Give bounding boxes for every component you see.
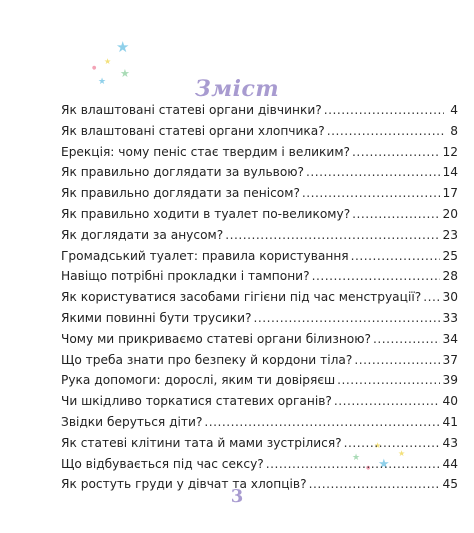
- dot-leader: [334, 391, 441, 412]
- toc-entry-page: 40: [442, 394, 458, 409]
- toc-entry-title: Громадський туалет: правила користування: [61, 248, 349, 263]
- toc-entry-page: 34: [442, 331, 458, 346]
- star-icon: ★: [352, 453, 361, 463]
- page-number: 3: [230, 486, 244, 507]
- toc-entry-title: Що відбувається під час сексу?: [61, 456, 264, 471]
- toc-entry-title: Що треба знати про безпеку й кордони тіла?: [61, 352, 353, 367]
- toc-entry-page: 17: [442, 186, 458, 201]
- toc-entry-page: 14: [442, 165, 458, 180]
- dot-leader: [352, 142, 441, 163]
- toc-entry-page: 30: [442, 290, 458, 305]
- dot-leader: [312, 266, 441, 287]
- star-icon: ★: [116, 38, 130, 56]
- toc-entry-page: 23: [442, 227, 458, 242]
- toc-entry-title: Як правильно доглядати за вульвою?: [61, 165, 305, 180]
- toc-entry[interactable]: [61, 121, 458, 142]
- toc-entry[interactable]: [61, 433, 458, 454]
- toc-entry[interactable]: [61, 412, 458, 433]
- toc-entry-title: Чи шкідливо торкатися статевих органів?: [61, 394, 332, 409]
- toc-entry-page: 44: [442, 456, 458, 471]
- toc-entry[interactable]: [61, 266, 458, 287]
- toc-entry-title: Як користуватися засобами гігієни під час менструації?: [61, 290, 422, 305]
- sparkle-dot-icon: ●: [92, 65, 97, 71]
- dot-leader: [423, 287, 440, 308]
- dot-leader: [351, 246, 441, 267]
- toc-entry[interactable]: [61, 350, 458, 371]
- dot-leader: [306, 162, 440, 183]
- toc-entry-title: Як правильно доглядати за пенісом?: [61, 186, 300, 201]
- star-icon: ★: [98, 77, 107, 87]
- toc-entry-page: 4: [450, 103, 458, 117]
- toc-entry-title: Як статеві клітини тата й мами зустрілися?: [61, 435, 342, 450]
- star-icon: ★: [374, 441, 382, 450]
- toc-entry-title: Як влаштовані статеві органи дівчинки?: [61, 103, 322, 117]
- toc-entry-title: Якими повинні бути трусики?: [61, 310, 252, 325]
- toc-entry-title: Як ростуть груди у дівчат та хлопців?: [61, 477, 307, 492]
- star-icon: ★: [104, 57, 112, 66]
- toc-entry[interactable]: [61, 246, 458, 267]
- toc-entry-page: 20: [442, 206, 458, 221]
- toc-entry-page: 37: [442, 352, 458, 367]
- toc-entry-title: Як доглядати за анусом?: [61, 227, 224, 242]
- toc-entry-title: Рука допомоги: дорослі, яким ти довіряєш: [61, 373, 336, 388]
- toc-entry-page: 28: [442, 269, 458, 284]
- toc-entry-title: Навіщо потрібні прокладки і тампони?: [61, 269, 310, 284]
- dot-leader: [352, 204, 440, 225]
- toc-entry[interactable]: [61, 370, 458, 391]
- toc-entry[interactable]: [61, 204, 458, 225]
- dot-leader: [302, 183, 441, 204]
- toc-entry[interactable]: [61, 162, 458, 183]
- toc-entry-title: Звідки беруться діти?: [61, 414, 203, 429]
- toc-entry-page: 8: [450, 123, 458, 138]
- dot-leader: [266, 454, 441, 475]
- dot-leader: [327, 121, 444, 142]
- toc-entry-title: Ерекція: чому пеніс стає твердим і великим?: [61, 144, 350, 159]
- sparkle-dot-icon: ●: [366, 465, 371, 471]
- dot-leader: [324, 100, 444, 121]
- toc-entry[interactable]: [61, 391, 458, 412]
- dot-leader: [204, 412, 440, 433]
- toc-entry-page: 12: [442, 144, 458, 159]
- page-title: Зміст: [194, 76, 280, 102]
- dot-leader: [354, 350, 440, 371]
- toc-entry[interactable]: [61, 287, 458, 308]
- toc-entry-page: 45: [442, 477, 458, 492]
- toc-entry[interactable]: [61, 142, 458, 163]
- toc-entry-page: 43: [442, 435, 458, 450]
- toc-entry-page: 41: [442, 414, 458, 429]
- dot-leader: [225, 225, 440, 246]
- dot-leader: [344, 433, 441, 454]
- toc-entry-title: Як влаштовані статеві органи хлопчика?: [61, 123, 325, 138]
- toc-entry[interactable]: [61, 225, 458, 246]
- toc-entry-page: 39: [442, 373, 458, 388]
- toc-entry[interactable]: [61, 454, 458, 475]
- toc-entry-title: Як правильно ходити в туалет по-великому?: [61, 206, 351, 221]
- toc-entry[interactable]: [61, 308, 458, 329]
- toc-entry-page: 33: [442, 310, 458, 325]
- dot-leader: [254, 308, 441, 329]
- toc-entry[interactable]: [61, 100, 458, 121]
- dot-leader: [337, 370, 440, 391]
- star-icon: ★: [378, 457, 390, 472]
- toc-entry-title: Чому ми прикриваємо статеві органи білизною?: [61, 331, 371, 346]
- dot-leader: [373, 329, 441, 350]
- table-of-contents: [61, 100, 458, 495]
- toc-entry-page: 25: [442, 248, 458, 263]
- star-icon: ★: [398, 449, 406, 458]
- toc-entry[interactable]: [61, 183, 458, 204]
- star-icon: ★: [120, 67, 130, 80]
- toc-entry[interactable]: [61, 329, 458, 350]
